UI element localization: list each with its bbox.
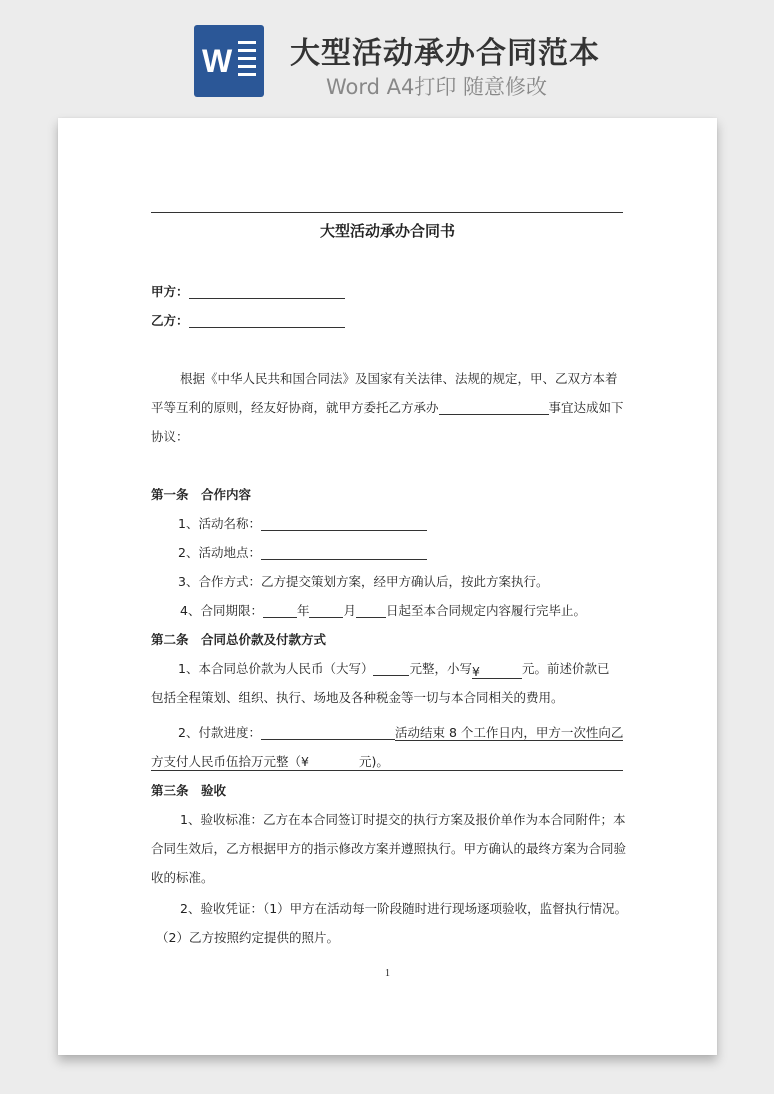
art2-item-1: 1、本合同总价款为人民币（大写） 元整，小写¥ 元。前述价款已 [178, 661, 610, 679]
art2-item-2-line-2: 方支付人民币伍拾万元整（¥ 元)。 [151, 752, 623, 771]
art3-item-2-line-2: （2）乙方按照约定提供的照片。 [156, 930, 339, 945]
intro-line-2: 平等互利的原则，经友好协商，就甲方委托乙方承办 事宜达成如下 [151, 400, 624, 415]
art3-item-1-line-1: 1、验收标准：乙方在本合同签订时提交的执行方案及报价单作为本合同附件；本 [180, 812, 626, 827]
art1-item-4: 4、合同期限： 年 月 日起至本合同规定内容履行完毕止。 [180, 603, 587, 618]
art1-item-1: 1、活动名称： [178, 514, 427, 532]
header-rule [151, 212, 623, 213]
document-page [58, 118, 717, 1055]
art1-item-3: 3、合作方式：乙方提交策划方案，经甲方确认后，按此方案执行。 [178, 574, 549, 589]
art3-item-1-line-3: 收的标准。 [151, 870, 214, 885]
article-1-title: 第一条 合作内容 [151, 487, 252, 502]
article-2-title: 第二条 合同总价款及付款方式 [151, 632, 327, 647]
art2-item-2: 2、付款进度： 活动结束 8 个工作日内，甲方一次性向乙 [178, 725, 624, 740]
page-number: 1 [385, 968, 390, 979]
intro-line-1: 根据《中华人民共和国合同法》及国家有关法律、法规的规定，甲、乙双方本着 [180, 371, 618, 386]
activity-name-blank[interactable] [261, 516, 427, 531]
intro-line-3: 协议： [151, 429, 189, 444]
party-a-line: 甲方： [151, 282, 345, 300]
document-title: 大型活动承办合同书 [319, 222, 455, 240]
art1-item-2: 2、活动地点： [178, 543, 427, 561]
banner-title: 大型活动承办合同范本 [290, 36, 600, 71]
party-b-line: 乙方： [151, 311, 345, 329]
article-3-title: 第三条 验收 [151, 783, 227, 798]
project-blank[interactable] [439, 400, 549, 415]
art2-item-1-line-2: 包括全程策划、组织、执行、场地及各种税金等一切与本合同相关的费用。 [151, 690, 564, 705]
party-b-blank[interactable] [189, 313, 345, 328]
banner [0, 0, 774, 118]
activity-location-blank[interactable] [261, 545, 427, 560]
banner-subtitle: Word A4打印 随意修改 [326, 75, 548, 99]
word-icon: W [194, 25, 264, 97]
art3-item-2-line-1: 2、验收凭证：（1）甲方在活动每一阶段随时进行现场逐项验收，监督执行情况。 [180, 901, 628, 916]
party-a-blank[interactable] [189, 284, 345, 299]
art3-item-1-line-2: 合同生效后，乙方根据甲方的指示修改方案并遵照执行。甲方确认的最终方案为合同验 [151, 841, 627, 856]
